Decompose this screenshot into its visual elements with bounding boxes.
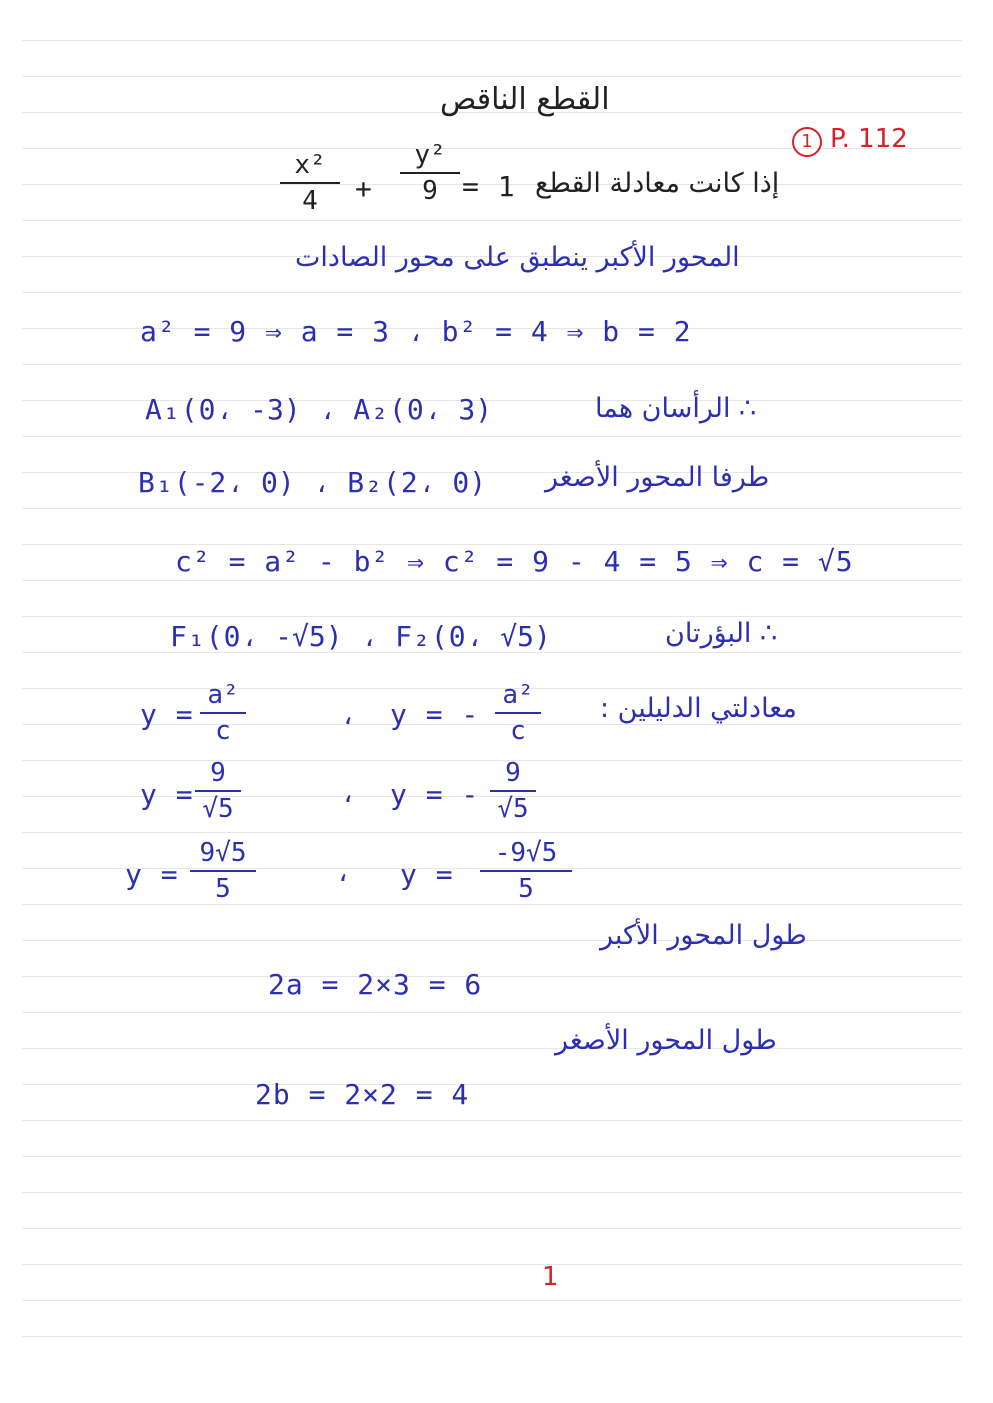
vertices-label: ∴ الرأسان هما xyxy=(595,393,757,424)
ruled-line xyxy=(22,220,962,221)
major-length-label: طول المحور الأكبر xyxy=(600,920,807,951)
fraction-denominator: c xyxy=(215,716,231,746)
ruled-line xyxy=(22,292,962,293)
line-a-b: a² = 9 ⇒ a = 3 ، b² = 4 ⇒ b = 2 xyxy=(140,315,692,348)
ruled-line xyxy=(22,832,962,833)
fraction-numerator: 9 xyxy=(210,758,226,788)
page-number: 1 xyxy=(542,1262,559,1292)
ruled-line xyxy=(22,904,962,905)
fraction-denominator: 5 xyxy=(518,874,534,904)
line-c: c² = a² - b² ⇒ c² = 9 - 4 = 5 ⇒ c = √5 xyxy=(175,545,854,578)
ruled-line xyxy=(22,1264,962,1265)
directrix-r2-sep: ، xyxy=(340,776,357,809)
ruled-line xyxy=(22,1012,962,1013)
directrix-r1-frac2 xyxy=(495,680,541,746)
page-reference-text: P. 112 xyxy=(830,124,908,154)
fraction-denominator: 4 xyxy=(302,186,318,216)
ruled-line xyxy=(22,1120,962,1121)
fraction-denominator: √5 xyxy=(202,794,234,824)
fraction-bar xyxy=(480,870,572,872)
directrix-label: معادلتي الدليلين : xyxy=(600,693,797,724)
directrix-r2-lhs1: y = xyxy=(140,778,194,811)
ruled-line xyxy=(22,580,962,581)
question-text: إذا كانت معادلة القطع xyxy=(535,168,780,199)
equation-plus: + xyxy=(355,172,373,205)
fraction-numerator: 9√5 xyxy=(199,838,247,868)
ruled-line xyxy=(22,508,962,509)
ruled-line xyxy=(22,436,962,437)
fraction-bar xyxy=(190,870,256,872)
ruled-line xyxy=(22,976,962,977)
ruled-line xyxy=(22,1156,962,1157)
fraction-denominator: √5 xyxy=(497,794,529,824)
minor-axis-endpoints: B₁(-2، 0) ، B₂(2، 0) xyxy=(138,466,488,499)
ruled-line xyxy=(22,688,962,689)
directrix-r3-frac2 xyxy=(480,838,572,904)
ruled-line xyxy=(22,1336,962,1337)
fraction-numerator: x² xyxy=(294,150,326,180)
ruled-line xyxy=(22,76,962,77)
directrix-r3-lhs2: y = xyxy=(400,858,454,891)
fraction-denominator: c xyxy=(510,716,526,746)
fraction-bar xyxy=(495,712,541,714)
equation-fraction-1 xyxy=(280,150,340,216)
directrix-r1-frac1 xyxy=(200,680,246,746)
fraction-numerator: -9√5 xyxy=(494,838,558,868)
directrix-r2-frac1 xyxy=(195,758,241,824)
equation-fraction-2 xyxy=(400,140,460,206)
directrix-r2-lhs2: y = - xyxy=(390,778,480,811)
ruled-line xyxy=(22,1084,962,1085)
ruled-line xyxy=(22,1192,962,1193)
ruled-line xyxy=(22,1048,962,1049)
minor-length-label: طول المحور الأصغر xyxy=(555,1025,777,1056)
major-length-value: 2a = 2×3 = 6 xyxy=(268,968,483,1001)
fraction-denominator: 5 xyxy=(215,874,231,904)
fraction-bar xyxy=(200,712,246,714)
fraction-bar xyxy=(400,172,460,174)
ruled-line xyxy=(22,364,962,365)
directrix-r3-sep: ، xyxy=(335,855,352,888)
fraction-bar xyxy=(490,790,536,792)
foci-values: F₁(0، -√5) ، F₂(0، √5) xyxy=(170,620,552,653)
directrix-r1-lhs1: y = xyxy=(140,698,194,731)
fraction-numerator: y² xyxy=(414,140,446,170)
directrix-r1-lhs2: y = - xyxy=(390,698,480,731)
page-reference xyxy=(792,124,908,157)
circled-number: 1 xyxy=(792,127,822,157)
directrix-r1-sep: ، xyxy=(340,698,357,731)
ruled-line xyxy=(22,40,962,41)
ruled-line xyxy=(22,1228,962,1229)
ruled-line xyxy=(22,940,962,941)
ruled-line xyxy=(22,616,962,617)
fraction-denominator: 9 xyxy=(422,176,438,206)
equation-rhs: = 1 xyxy=(462,170,516,203)
ruled-line xyxy=(22,1300,962,1301)
minor-length-value: 2b = 2×2 = 4 xyxy=(255,1078,470,1111)
directrix-r3-frac1 xyxy=(190,838,256,904)
major-axis-note: المحور الأكبر ينطبق على محور الصادات xyxy=(295,242,740,273)
minor-endpoints-label: طرفا المحور الأصغر xyxy=(545,462,770,493)
fraction-numerator: a² xyxy=(502,680,534,710)
directrix-r3-lhs1: y = xyxy=(125,858,179,891)
fraction-numerator: 9 xyxy=(505,758,521,788)
vertices-values: A₁(0، -3) ، A₂(0، 3) xyxy=(145,393,494,426)
fraction-bar xyxy=(280,182,340,184)
fraction-numerator: a² xyxy=(207,680,239,710)
page-title: القطع الناقص xyxy=(440,82,610,117)
fraction-bar xyxy=(195,790,241,792)
foci-label: ∴ البؤرتان xyxy=(665,618,778,649)
directrix-r2-frac2 xyxy=(490,758,536,824)
